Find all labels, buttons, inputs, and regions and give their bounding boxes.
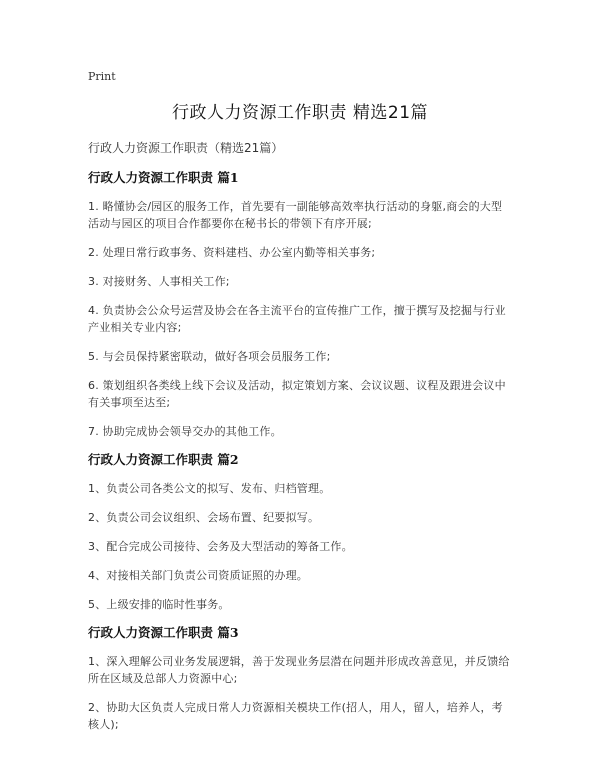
list-item: 3、配合完成公司接待、会务及大型活动的筹备工作。 bbox=[88, 540, 353, 553]
list-item: 5. 与会员保持紧密联动，做好各项会员服务工作; bbox=[88, 350, 331, 363]
list-item: 3. 对接财务、人事相关工作; bbox=[88, 275, 230, 288]
list-item: 2、负责公司会议组织、会场布置、纪要拟写。 bbox=[88, 511, 320, 524]
list-item: 1. 略懂协会/园区的服务工作，首先要有一副能够高效率执行活动的身躯,商会的大型活动与园区的项目合作都要你在秘书长的带领下有序开展; bbox=[88, 200, 503, 230]
list-item: 1、负责公司各类公文的拟写、发布、归档管理。 bbox=[88, 482, 331, 495]
section-1 bbox=[88, 170, 512, 440]
list-item: 2. 处理日常行政事务、资料建档、办公室内勤等相关事务; bbox=[88, 246, 376, 259]
print-link[interactable]: Print bbox=[88, 70, 116, 83]
list-item: 6. 策划组织各类线上线下会议及活动，拟定策划方案、会议议题、议程及跟进会议中有关事项至达至; bbox=[88, 379, 506, 409]
page-title: 行政人力资源工作职责 精选21篇 bbox=[171, 103, 429, 123]
list-item: 2、协助大区负责人完成日常人力资源相关模块工作(招人，用人，留人，培养人，考核人); bbox=[88, 701, 503, 731]
list-item: 4、对接相关部门负责公司资质证照的办理。 bbox=[88, 569, 308, 582]
section-heading: 行政人力资源工作职责 篇3 bbox=[88, 625, 239, 640]
document-subtitle: 行政人力资源工作职责（精选21篇） bbox=[88, 141, 284, 155]
list-item: 1、深入理解公司业务发展逻辑，善于发现业务层潜在问题并形成改善意见，并反馈给所在区域及总部人力资源中心; bbox=[88, 655, 510, 685]
section-2 bbox=[88, 452, 512, 613]
list-item: 4. 负责协会公众号运营及协会在各主流平台的宣传推广工作，擅于撰写及挖掘与行业产业相关专业内容; bbox=[88, 304, 506, 334]
section-heading: 行政人力资源工作职责 篇2 bbox=[88, 452, 239, 467]
section-3 bbox=[88, 625, 512, 733]
list-item: 7. 协助完成协会领导交办的其他工作。 bbox=[88, 425, 282, 438]
list-item: 5、上级安排的临时性事务。 bbox=[88, 598, 230, 611]
section-heading: 行政人力资源工作职责 篇1 bbox=[88, 170, 239, 185]
